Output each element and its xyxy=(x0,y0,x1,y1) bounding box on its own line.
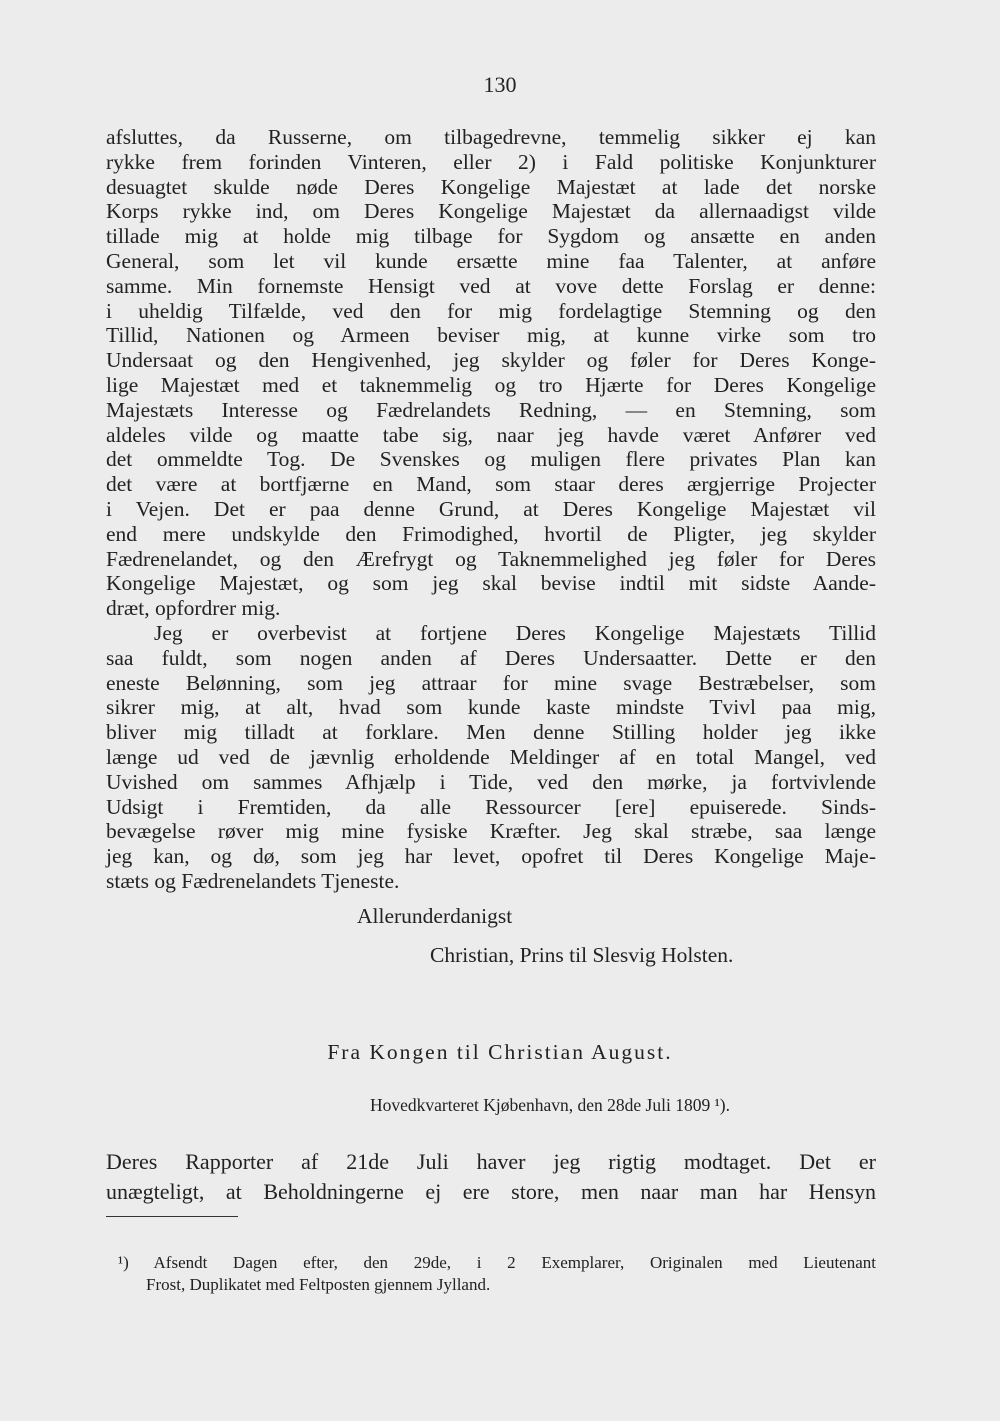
text-line: Fædrenelandet, og den Ærefrygt og Taknemmelighed jeg føler for Deres xyxy=(106,546,876,571)
text-line: i Vejen. Det er paa denne Grund, at Deres Kongelige Majestæt vil xyxy=(106,496,876,521)
text-line: tillade mig at holde mig tilbage for Sygdom og ansætte en anden xyxy=(106,224,876,249)
closing-greeting: Allerunderdanigst xyxy=(357,904,513,928)
text-line: rykke frem forinden Vinteren, eller 2) i Fald politiske Konjunkturer xyxy=(106,149,876,174)
text-line: Undersaat og den Hengivenhed, jeg skylder og føler for Deres Konge- xyxy=(106,348,876,373)
footnote-line: Frost, Duplikatet med Feltposten gjennem Jylland. xyxy=(146,1275,491,1294)
text-line: Kongelige Majestæt, og som jeg skal bevise indtil mit sidste Aande- xyxy=(106,571,876,596)
text-line: saa fuldt, som nogen anden af Deres Undersaatter. Dette er den xyxy=(106,645,876,670)
text-line: bliver mig tilladt at forklare. Men denne Stilling holder jeg ikke xyxy=(106,720,876,745)
footnote-rule xyxy=(106,1216,238,1217)
text-line: aldeles vilde og maatte tabe sig, naar jeg havde været Anfører ved xyxy=(106,422,876,447)
text-line: det være at bortfjærne en Mand, som staar deres ærgjerrige Projecter xyxy=(106,472,876,497)
text-line: General, som let vil kunde ersætte mine faa Talenter, at anføre xyxy=(106,248,876,273)
text-line: det ommeldte Tog. De Svenskes og muligen flere privates Plan kan xyxy=(106,447,876,472)
text-line: end mere undskylde den Frimodighed, hvortil de Pligter, jeg skylder xyxy=(106,521,876,546)
text-line: samme. Min fornemste Hensigt ved at vove dette Forslag er denne: xyxy=(106,273,876,298)
text-line: længe ud ved de jævnlig erholdende Meldinger af en total Mangel, ved xyxy=(106,744,876,769)
letter-body xyxy=(106,125,876,894)
text-line: Tillid, Nationen og Armeen beviser mig, at kunne virke som tro xyxy=(106,323,876,348)
text-line: lige Majestæt med et taknemmelig og tro Hjærte for Deres Kongelige xyxy=(106,372,876,397)
text-line: unægteligt, at Beholdningerne ej ere store, men naar man har Hensyn xyxy=(106,1179,876,1204)
text-line: dræt, opfordrer mig. xyxy=(106,596,281,621)
page-number: 130 xyxy=(483,72,517,97)
text-line: Jeg er overbevist at fortjene Deres Kongelige Majestæts Tillid xyxy=(154,620,876,645)
text-line: sikrer mig, at alt, hvad som kunde kaste mindste Tvivl paa mig, xyxy=(106,695,876,720)
footnote xyxy=(118,1252,876,1296)
text-line: bevægelse røver mig mine fysiske Kræfter. Jeg skal stræbe, saa længe xyxy=(106,819,876,844)
text-line: i uheldig Tilfælde, ved den for mig fordelagtige Stemning og den xyxy=(106,298,876,323)
text-line: Uvished om sammes Afhjælp i Tide, ved den mørke, ja fortvivlende xyxy=(106,769,876,794)
signature: Christian, Prins til Slesvig Holsten. xyxy=(430,943,734,967)
text-line: desuagtet skulde nøde Deres Kongelige Majestæt at lade det norske xyxy=(106,174,876,199)
text-line: Majestæts Interesse og Fædrelandets Redning, — en Stemning, som xyxy=(106,397,876,422)
section-heading: Fra Kongen til Christian August. xyxy=(327,1040,673,1064)
footnote-line: ¹) Afsendt Dagen efter, den 29de, i 2 Exemplarer, Originalen med Lieutenant xyxy=(118,1253,876,1272)
text-line: eneste Belønning, som jeg attraar for mine svage Bestræbelser, som xyxy=(106,670,876,695)
text-line: stæts og Fædrenelandets Tjeneste. xyxy=(106,868,400,893)
text-line: afsluttes, da Russerne, om tilbagedrevne, temmelig sikker ej kan xyxy=(106,125,876,149)
text-line: Deres Rapporter af 21de Juli haver jeg rigtig modtaget. Det er xyxy=(106,1149,876,1174)
text-line: Udsigt i Fremtiden, da alle Ressourcer [ere] epuiserede. Sinds- xyxy=(106,794,876,819)
text-line: jeg kan, og dø, som jeg har levet, opofret til Deres Kongelige Maje- xyxy=(106,844,876,869)
second-letter-body xyxy=(106,1147,876,1207)
dateline: Hovedkvarteret Kjøbenhavn, den 28de Juli 1809 ¹). xyxy=(370,1095,731,1115)
text-line: Korps rykke ind, om Deres Kongelige Majestæt da allernaadigst vilde xyxy=(106,199,876,224)
